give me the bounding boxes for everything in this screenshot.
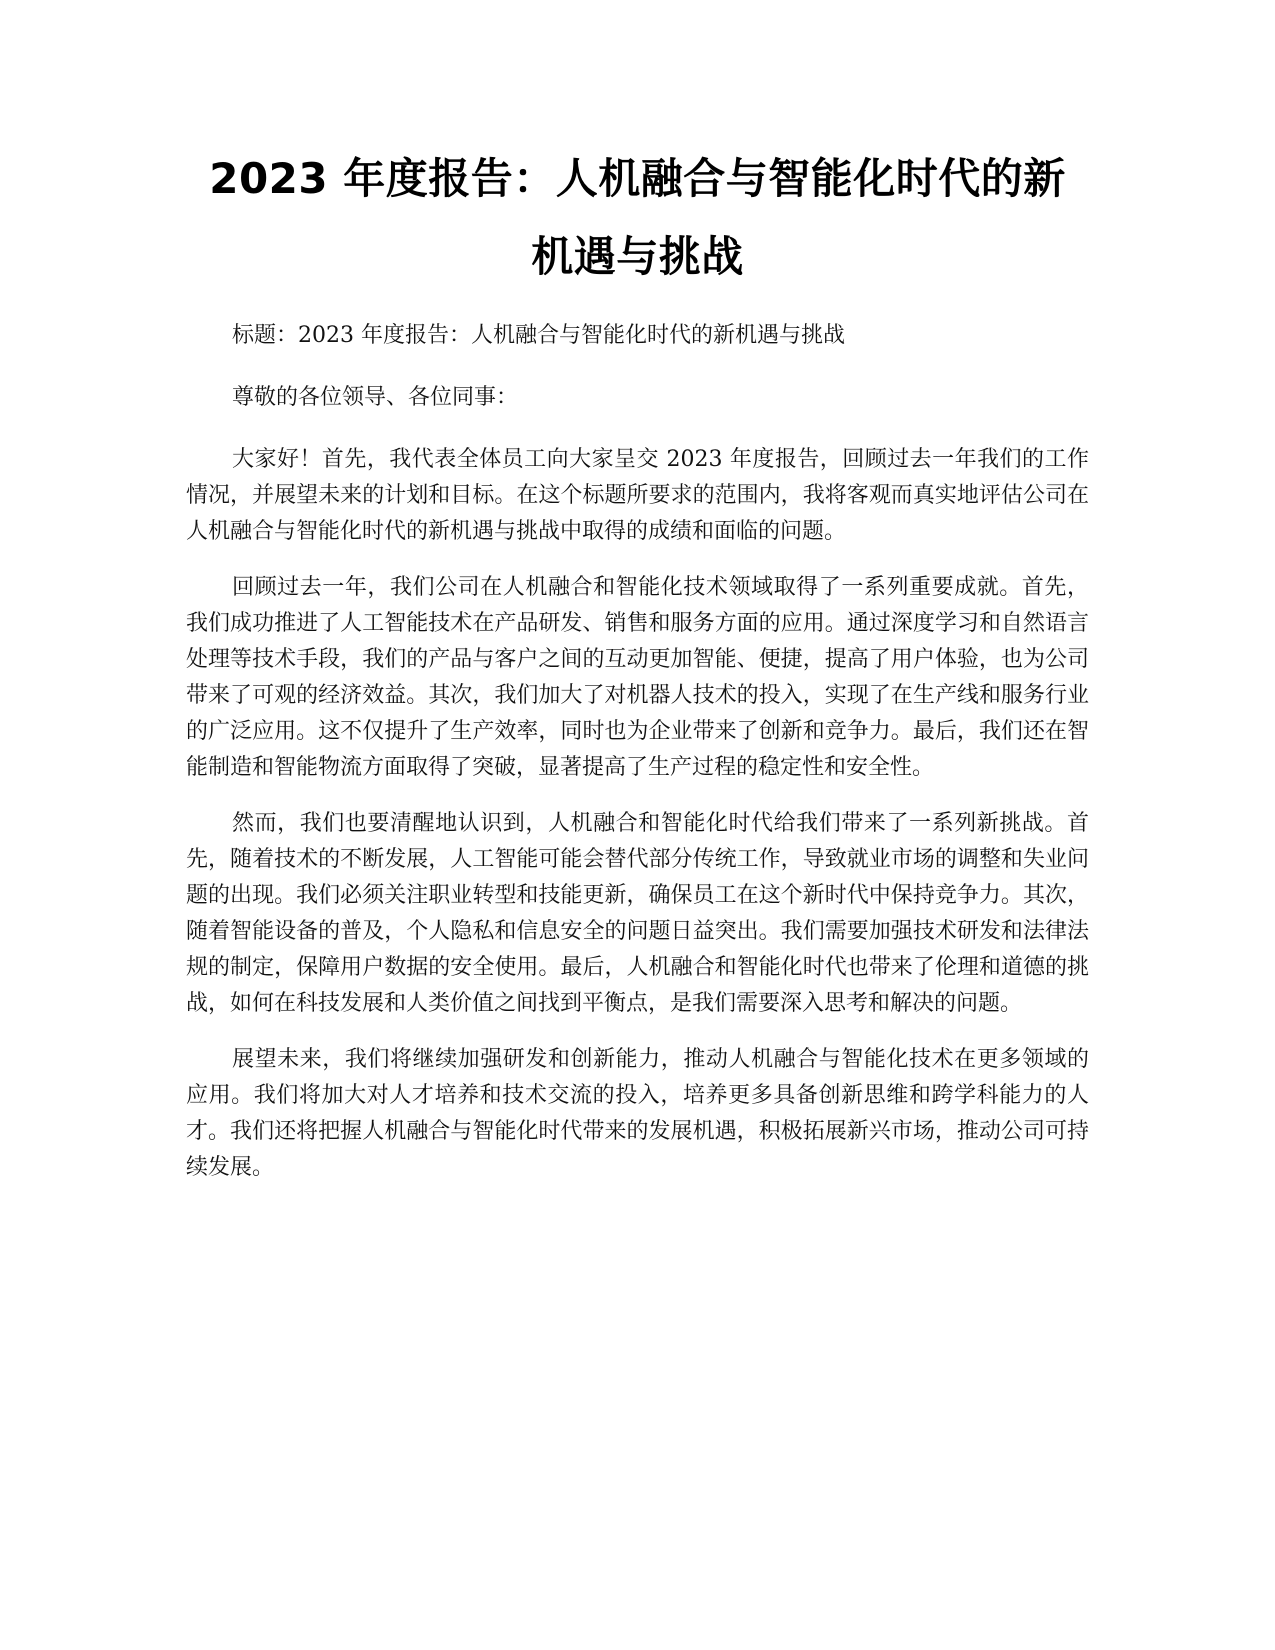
salutation: 尊敬的各位领导、各位同事： xyxy=(232,385,519,410)
paragraph-introduction: 大家好！首先，我代表全体员工向大家呈交 2023 年度报告，回顾过去一年我们的工作情况，并展望未来的计划和目标。在这个标题所要求的范围内，我将客观而真实地评估公司在人机融合与智能化时代的新机遇与挑战中取得的成绩和面临的问题。 xyxy=(186,447,1089,544)
document-title xyxy=(170,140,1105,296)
document-title-line-2: 机遇与挑战 xyxy=(531,232,744,281)
subject-line: 标题：2023 年度报告：人机融合与智能化时代的新机遇与挑战 xyxy=(232,323,845,348)
document-body xyxy=(186,318,1089,1206)
paragraph-achievements: 回顾过去一年，我们公司在人机融合和智能化技术领域取得了一系列重要成就。首先，我们成功推进了人工智能技术在产品研发、销售和服务方面的应用。通过深度学习和自然语言处理等技术手段，我们的产品与客户之间的互动更加智能、便捷，提高了用户体验，也为公司带来了可观的经济效益。其次，我们加大了对机器人技术的投入，实现了在生产线和服务行业的广泛应用。这不仅提升了生产效率，同时也为企业带来了创新和竞争力。最后，我们还在智能制造和智能物流方面取得了突破，显著提高了生产过程的稳定性和安全性。 xyxy=(186,575,1089,780)
paragraph-outlook: 展望未来，我们将继续加强研发和创新能力，推动人机融合与智能化技术在更多领域的应用。我们将加大对人才培养和技术交流的投入，培养更多具备创新思维和跨学科能力的人才。我们还将把握人机融合与智能化时代带来的发展机遇，积极拓展新兴市场，推动公司可持续发展。 xyxy=(186,1047,1089,1180)
paragraph-challenges: 然而，我们也要清醒地认识到，人机融合和智能化时代给我们带来了一系列新挑战。首先，随着技术的不断发展，人工智能可能会替代部分传统工作，导致就业市场的调整和失业问题的出现。我们必须关注职业转型和技能更新，确保员工在这个新时代中保持竞争力。其次，随着智能设备的普及，个人隐私和信息安全的问题日益突出。我们需要加强技术研发和法律法规的制定，保障用户数据的安全使用。最后，人机融合和智能化时代也带来了伦理和道德的挑战，如何在科技发展和人类价值之间找到平衡点，是我们需要深入思考和解决的问题。 xyxy=(186,811,1089,1016)
document-title-line-1: 2023 年度报告：人机融合与智能化时代的新 xyxy=(209,154,1066,203)
